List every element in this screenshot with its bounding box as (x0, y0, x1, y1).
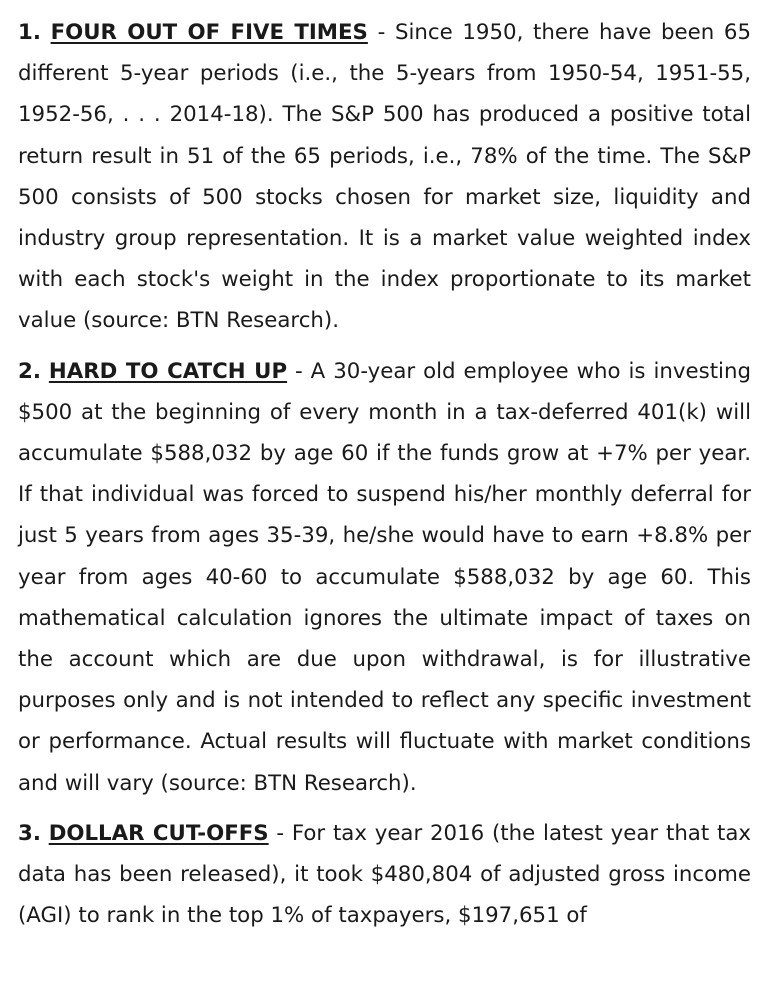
document-page (18, 12, 751, 945)
item-body: - Since 1950, there have been 65 different 5-year periods (i.e., the 5-years from 1950-54, 1951-55, 1952-56, . . . 2014-18). The S&P 500 has produced a positive total return result in 51 of the 65 periods, i.e., 78% of the time. The S&P 500 consists of 500 stocks chosen for market size, liquidity and industry group representation. It is a market value weighted index with each stock's weight in the index proportionate to its market value (source: BTN Research). (18, 20, 751, 334)
item-four-out-of-five (18, 12, 751, 342)
item-number: 1. (18, 20, 41, 45)
item-dollar-cut-offs (18, 813, 751, 937)
item-hard-to-catch-up (18, 351, 751, 804)
item-number: 3. (18, 820, 41, 846)
item-title: FOUR OUT OF FIVE TIMES (50, 20, 368, 45)
item-title: HARD TO CATCH UP (48, 358, 288, 384)
item-body: - For tax year 2016 (the latest year that tax data has been released), it took $480,804 of adjusted gross income (AGI) to rank in the top 1% of taxpayers, $197,651 of (18, 820, 751, 929)
item-number: 2. (18, 358, 41, 384)
item-title: DOLLAR CUT-OFFS (48, 820, 269, 846)
item-body: - A 30-year old employee who is investing $500 at the beginning of every month in a tax-deferred 401(k) will accumulate $588,032 by age 60 if the funds grow at +7% per year. If that individual was forced to suspend his/her monthly deferral for just 5 years from ages 35-39, he/she would have to earn +8.8% per year from ages 40-60 to accumulate $588,032 by age 60. This mathematical calculation ignores the ultimate impact of taxes on the account which are due upon withdrawal, is for illustrative purposes only and is not intended to reflect any specific investment or performance. Actual results will fluctuate with market conditions and will vary (source: BTN Research). (18, 358, 751, 796)
